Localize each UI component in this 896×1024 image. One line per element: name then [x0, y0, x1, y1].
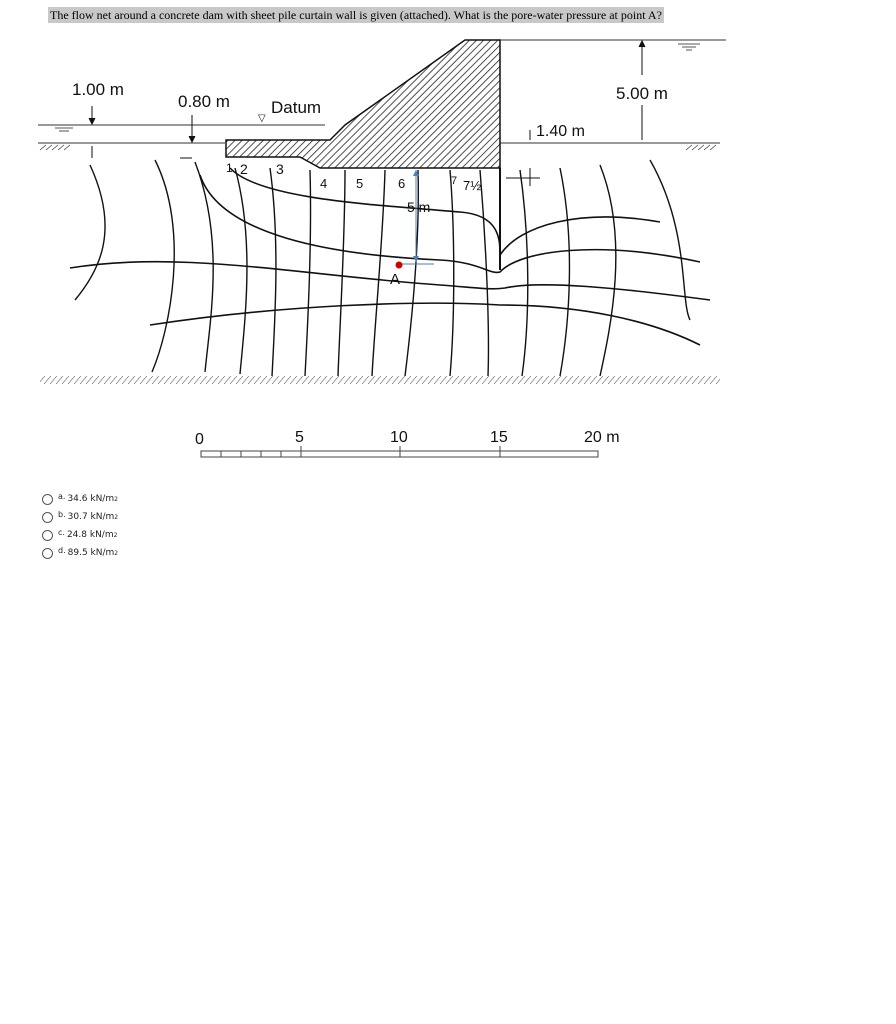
- flow-lines: [70, 168, 710, 345]
- option-value: 89.5 kN/m: [67, 548, 115, 558]
- scale-tick-label: 5: [295, 429, 304, 446]
- radio-button[interactable]: [42, 530, 53, 541]
- scale-tick-label: 10: [390, 429, 408, 446]
- scale-tick-label: 20 m: [584, 429, 620, 446]
- dim-downstream-label: 1.40 m: [536, 123, 585, 140]
- option-letter: c.: [58, 527, 65, 537]
- concrete-dam: [226, 40, 500, 168]
- option-c[interactable]: [42, 526, 118, 544]
- drop-label: 2: [240, 161, 248, 177]
- drop-label: 4: [320, 176, 328, 191]
- drop-label: 7½: [463, 178, 482, 193]
- radio-button[interactable]: [42, 548, 53, 559]
- datum-label: Datum: [271, 98, 322, 117]
- datum-marker-icon: ▽: [258, 113, 266, 124]
- option-sup: 2: [114, 495, 118, 503]
- option-d[interactable]: [42, 544, 118, 562]
- answer-options: [42, 490, 118, 562]
- point-a-marker: [396, 262, 403, 269]
- impervious-base: [40, 376, 720, 384]
- equipotential-lines: [75, 160, 690, 376]
- dim-head-label: 5.00 m: [616, 84, 668, 103]
- dim-apron-label: 0.80 m: [178, 92, 230, 111]
- option-a[interactable]: [42, 490, 118, 508]
- dim-a-label: 5 m: [407, 199, 431, 215]
- option-letter: d.: [58, 545, 66, 555]
- question-text: The flow net around a concrete dam with sheet pile curtain wall is given (attached). What is the pore-water pressure at point A?: [50, 8, 662, 22]
- scale-bar: [201, 446, 598, 457]
- option-letter: b.: [58, 509, 66, 519]
- option-value: 30.7 kN/m: [67, 512, 115, 522]
- scale-tick-label: 15: [490, 429, 508, 446]
- dim-upstream-label: 1.00 m: [72, 80, 124, 99]
- option-sup: 2: [113, 531, 118, 539]
- flow-net-figure: [0, 0, 896, 480]
- option-sup: 2: [114, 513, 119, 521]
- point-a-label: A: [390, 271, 401, 288]
- drop-label: 7: [451, 175, 458, 187]
- option-b[interactable]: [42, 508, 118, 526]
- scale-tick-label: 0: [195, 431, 204, 448]
- radio-button[interactable]: [42, 494, 53, 505]
- option-letter: a.: [58, 491, 66, 501]
- drop-label: 1: [226, 161, 233, 175]
- drop-label: 6: [398, 176, 406, 191]
- drop-label: 5: [356, 176, 364, 191]
- radio-button[interactable]: [42, 512, 53, 523]
- drop-label: 3: [276, 161, 284, 177]
- option-sup: 2: [114, 549, 119, 557]
- option-value: 24.8 kN/m: [66, 530, 114, 540]
- option-value: 34.6 kN/m: [67, 494, 115, 504]
